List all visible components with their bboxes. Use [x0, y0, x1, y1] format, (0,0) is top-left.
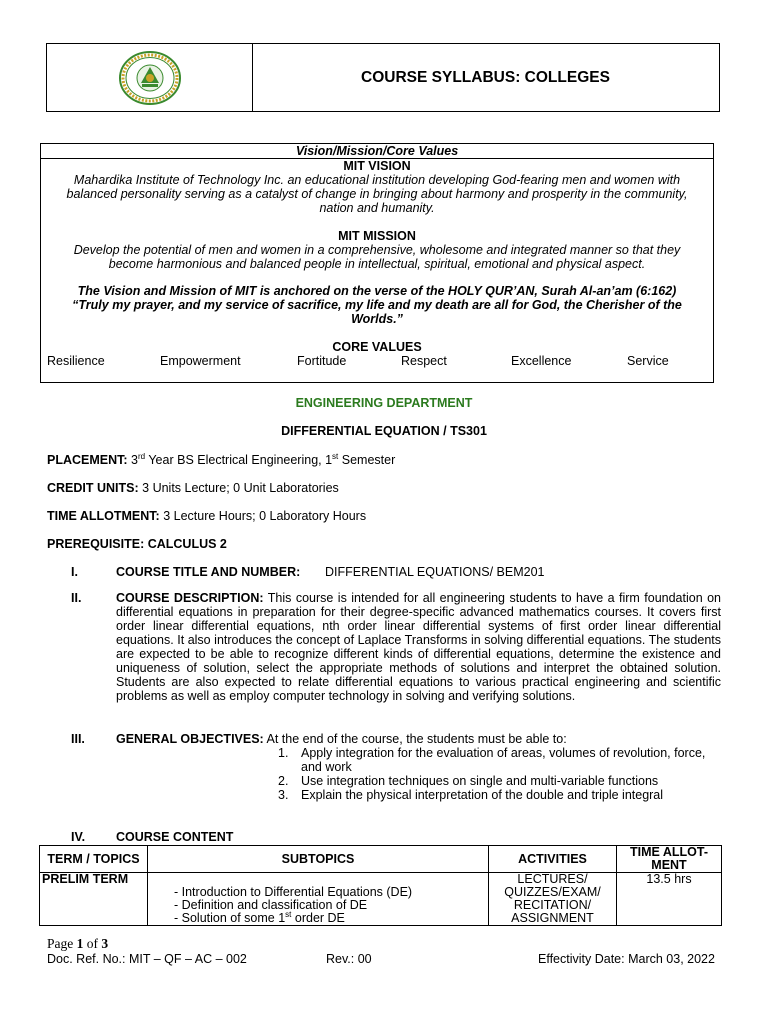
placement-line: PLACEMENT: 3rd Year BS Electrical Engineering, 1st Semester [47, 451, 396, 467]
doc-ref: Doc. Ref. No.: MIT – QF – AC – 002 [47, 952, 247, 966]
department-heading: ENGINEERING DEPARTMENT [295, 396, 473, 410]
core-value: Fortitude [297, 354, 347, 368]
institute-logo [119, 51, 181, 105]
header-box [46, 43, 720, 112]
course-heading: DIFFERENTIAL EQUATION / TS301 [281, 424, 487, 438]
table-header-row [40, 846, 722, 873]
core-value: Empowerment [160, 354, 241, 368]
list-item: 2. Use integration techniques on single and multi-variable functions [278, 774, 659, 788]
list-item: - Introduction to Differential Equations (DE) [174, 885, 413, 899]
list-item: 3. Explain the physical interpretation of the double and triple integral [278, 788, 664, 802]
page-number: Page 1 of 3 [47, 936, 109, 951]
quran-text: The Vision and Mission of MIT is anchored on the verse of the HOLY QUR’AN, Surah Al-an’am (6:162) “Truly my prayer, and my service of sacrifice, my life and my death are all for God, the Cherisher of the Worlds.” [72, 284, 682, 326]
document-title: COURSE SYLLABUS: COLLEGES [361, 68, 610, 86]
mission-title: MIT MISSION [338, 229, 416, 243]
column-header: TERM / TOPICS [40, 846, 148, 873]
term-cell: PRELIM TERM [40, 873, 148, 926]
list-item: 1. Apply integration for the evaluation of areas, volumes of revolution, force, and work [278, 746, 706, 774]
core-value: Excellence [511, 354, 572, 368]
time-allotment-line: TIME ALLOTMENT: 3 Lecture Hours; 0 Laboratory Hours [47, 509, 367, 523]
column-header: ACTIVITIES [489, 846, 617, 873]
effectivity-date: Effectivity Date: March 03, 2022 [538, 952, 715, 966]
vision-mission-box [40, 143, 714, 383]
prerequisite-line: PREREQUISITE: CALCULUS 2 [47, 537, 227, 551]
list-item: - Solution of some 1st order DE [174, 909, 345, 925]
time-cell: 13.5 hrs [617, 873, 722, 926]
header-logo-cell [47, 44, 253, 111]
column-header: TIME ALLOT-MENT [617, 846, 722, 873]
core-value: Resilience [47, 354, 105, 368]
core-values-title: CORE VALUES [332, 340, 422, 354]
activities-cell: LECTURES/ QUIZZES/EXAM/ RECITATION/ ASSIGNMENT [489, 873, 617, 926]
table-row [40, 873, 722, 926]
core-value: Service [627, 354, 669, 368]
column-header: SUBTOPICS [148, 846, 489, 873]
vision-title: MIT VISION [343, 159, 411, 173]
subtopics-cell [148, 873, 489, 926]
core-value: Respect [401, 354, 447, 368]
objectives-list [278, 746, 723, 802]
mission-text: Develop the potential of men and women in a comprehensive, wholesome and integrated manner so that they become harmonious and balanced people in intellectual, spiritual, emotional and physical aspect. [73, 243, 681, 271]
vision-mission-heading: Vision/Mission/Core Values [41, 144, 713, 159]
revision: Rev.: 00 [326, 952, 372, 966]
credit-units-line: CREDIT UNITS: 3 Units Lecture; 0 Unit Laboratories [47, 481, 339, 495]
course-content-table [39, 845, 722, 926]
list-item: - Definition and classification of DE [174, 898, 368, 912]
vision-text: Mahardika Institute of Technology Inc. an educational institution developing God-fearing men and women with balanced personality serving as a catalyst of change in bringing about harmony and prosperity in the community, nation and humanity. [66, 173, 688, 215]
